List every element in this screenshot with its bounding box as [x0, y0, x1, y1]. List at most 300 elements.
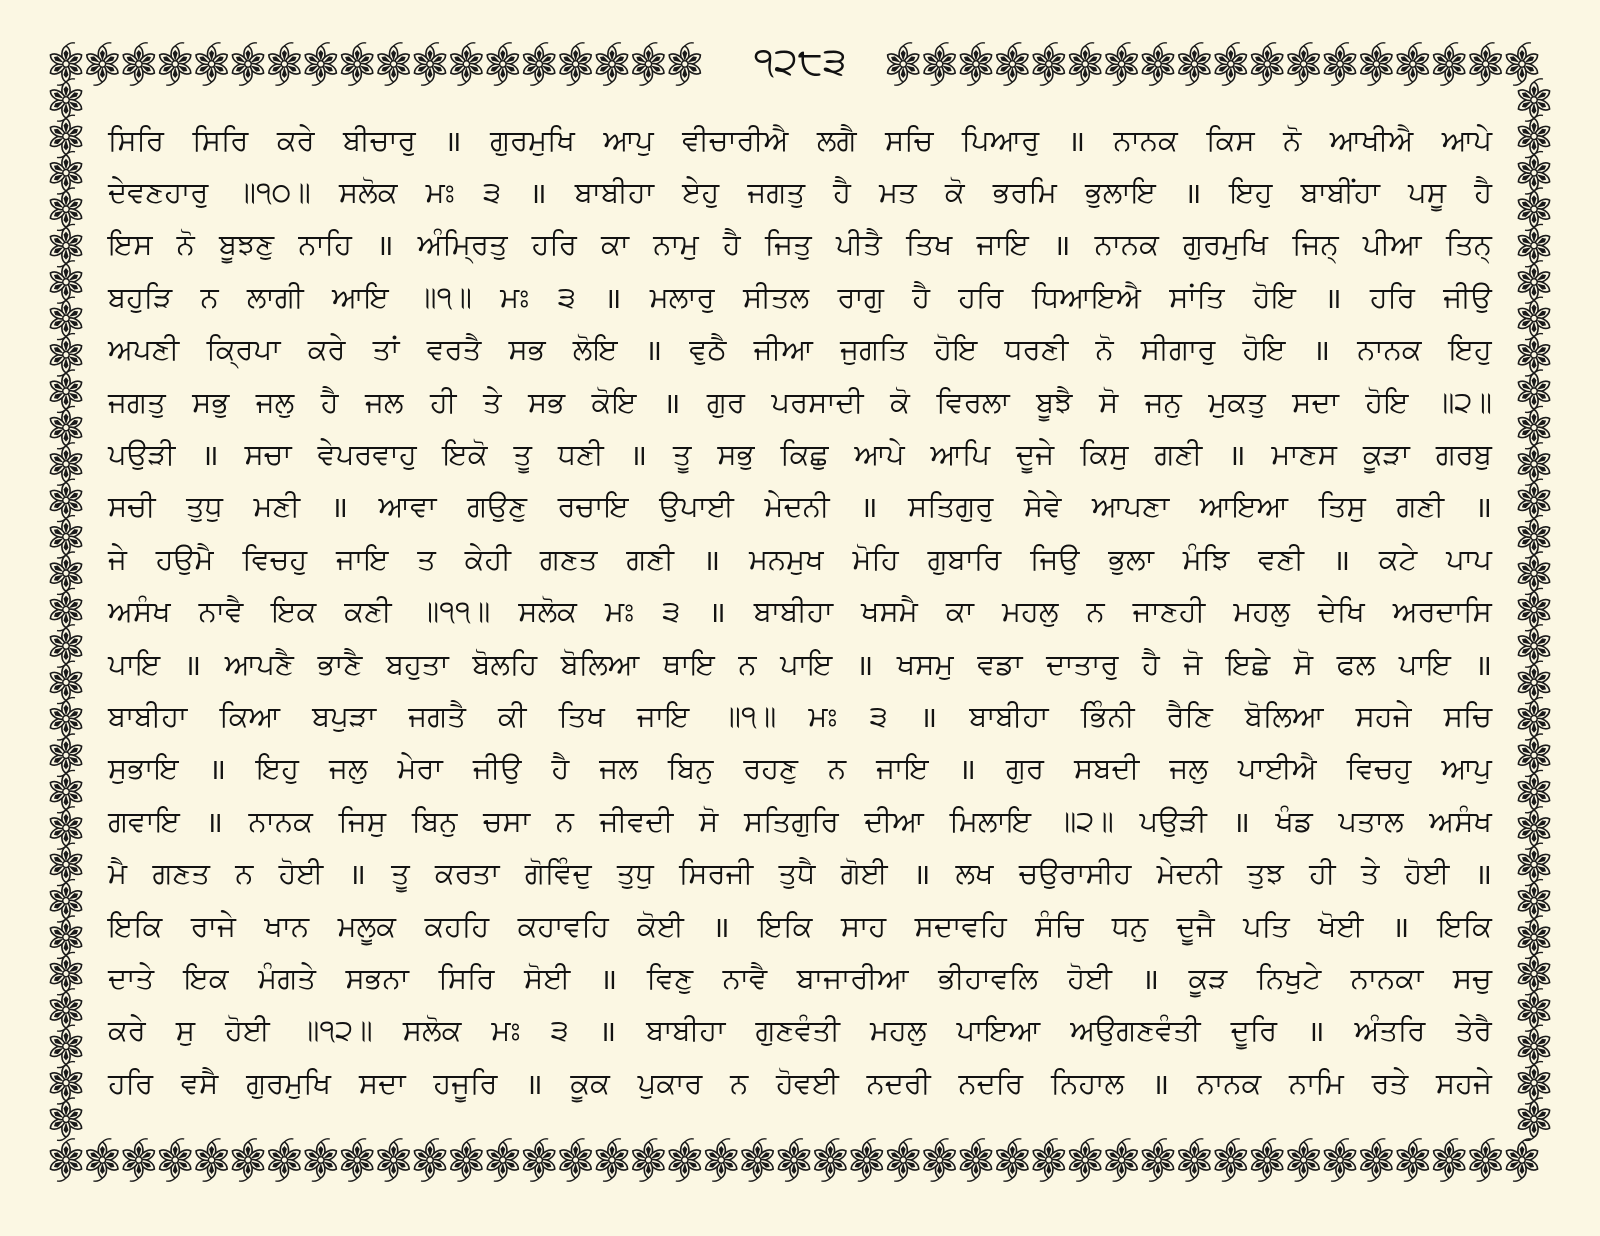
text-word: ਸਲੋਕ [338, 175, 398, 210]
text-word: ਗੋਵਿੰਦੁ [524, 856, 592, 891]
text-word: ਹੈ [320, 384, 339, 419]
flower-ornament-icon [558, 43, 593, 85]
flower-ornament-icon [1322, 1139, 1357, 1181]
flower-ornament-icon [958, 1139, 993, 1181]
text-word: ਸੋਈ [524, 960, 571, 995]
text-word: ਜਾਇ [336, 541, 389, 576]
text-word: ਜਗਤੈ [408, 698, 466, 733]
flower-ornament-icon [412, 1139, 447, 1181]
text-word: ਸੰਚਿ [1035, 908, 1084, 943]
flower-ornament-icon [995, 43, 1030, 85]
text-word: ਦੂਰਿ [1230, 1013, 1278, 1048]
text-word: ਸਲੋਕ [402, 1013, 462, 1048]
flower-ornament-icon [1213, 1139, 1248, 1181]
text-word: ਆਪੇ [854, 437, 905, 472]
text-word: ਕਣੀ [344, 594, 392, 629]
page-number: ੧੨੮੩ [730, 36, 870, 86]
text-word: ਕਾ [945, 594, 974, 629]
text-word: ਗਣਤ [539, 541, 598, 576]
text-word: ਸਿਰਿ [192, 122, 249, 157]
text-word: ਆਇਆ [1199, 489, 1289, 524]
text-word: ਸਾਂਤਿ [1169, 279, 1225, 314]
text-word: ॥ [1307, 1014, 1325, 1049]
text-word: ਕਾ [600, 227, 630, 262]
flower-ornament-icon [48, 115, 83, 157]
text-word: ਰਚਾਇ [557, 489, 629, 524]
text-word: ਸਿਰਿ [438, 960, 495, 995]
text-word: ਗਣੀ [1154, 437, 1203, 472]
flower-ornament-icon [1516, 770, 1551, 812]
text-word: ਗੁਰ [1005, 751, 1045, 786]
text-word: ਅਸੰਖ [1429, 803, 1492, 838]
text-word: ਕੋ [944, 175, 965, 210]
text-word: ਨੋ [1283, 122, 1302, 157]
flower-ornament-icon [1359, 43, 1394, 85]
text-word: ਰਤੇ [1371, 1065, 1409, 1100]
text-word: ਜੀਆ [753, 332, 813, 367]
text-word: ਹੋਇ [1242, 332, 1286, 367]
flower-ornament-icon [667, 43, 702, 85]
flower-ornament-icon [1322, 43, 1357, 85]
flower-ornament-icon [1516, 989, 1551, 1031]
text-word: ਬਾਬੀਹਾ [969, 698, 1049, 733]
text-word: ੩ [869, 698, 888, 733]
text-word: ਆਪੁ [603, 122, 654, 157]
text-word: ਲਗੈ [816, 122, 857, 157]
text-word: ਮਹਲੁ [1233, 594, 1290, 629]
text-word: ਗੁਰਮੁਖਿ [246, 1065, 332, 1100]
flower-ornament-icon [1516, 443, 1551, 485]
flower-ornament-icon [1516, 1098, 1551, 1140]
text-word: ਸਦਾ [358, 1065, 406, 1100]
text-word: ॥ [912, 857, 931, 892]
text-word: ਸਚੀ [108, 489, 156, 524]
text-word: ਤੁਧੁ [186, 489, 223, 524]
text-word: ਹਰਿ [1369, 279, 1415, 314]
text-word: ਹਰਿ [108, 1065, 154, 1100]
text-word: ਇਛੇ [1225, 646, 1271, 681]
text-word: ਜਲ [599, 751, 638, 786]
text-word: ਕੂੜ [1188, 960, 1228, 995]
text-word: ਖਸਮੁ [896, 646, 954, 681]
text-word: ਵੀਚਾਰੀਐ [682, 122, 789, 157]
text-word: ਸਿਰਿ [108, 122, 164, 157]
flower-ornament-icon [1516, 516, 1551, 558]
text-word: ਨ [738, 646, 757, 681]
flower-ornament-icon [48, 479, 83, 521]
text-word: ਨਾਨਕ [1357, 332, 1422, 367]
flower-ornament-icon [1516, 916, 1551, 958]
text-word: ਵਿਚਹੁ [1346, 751, 1412, 786]
text-word: ਕੋਇ [591, 384, 637, 419]
text-word: ਲਾਗੀ [246, 279, 304, 314]
flower-ornament-icon [1432, 1139, 1467, 1181]
text-word: ਗੁਰਮੁਖਿ [489, 122, 575, 157]
text-word: ਇਕਿ [758, 908, 813, 943]
text-word: ਨਾਮਿ [1289, 1065, 1344, 1100]
flower-ornament-icon [267, 43, 302, 85]
text-word: ਸਹਜੇ [1435, 1065, 1492, 1100]
text-line [108, 1057, 1492, 1109]
flower-ornament-icon [48, 1062, 83, 1104]
text-word: ॥੧੦॥ [236, 175, 311, 210]
flower-ornament-icon [1432, 43, 1467, 85]
flower-ornament-icon [48, 334, 83, 376]
flower-ornament-icon [1516, 79, 1551, 121]
flower-ornament-icon [1516, 370, 1551, 412]
flower-ornament-icon [1068, 43, 1103, 85]
text-word: ਗਉਣੁ [467, 489, 528, 524]
text-word: ਮੰਗਤੇ [258, 960, 316, 995]
text-word: ਬੂਝੈ [1036, 384, 1073, 419]
flower-ornament-icon [1395, 43, 1430, 85]
text-word: ਜਾਇ [636, 698, 690, 733]
text-word: ॥ [662, 385, 681, 420]
text-word: ਹੀ [1309, 856, 1336, 891]
text-word: ਸਭੁ [717, 437, 755, 472]
text-line [108, 743, 1492, 795]
flower-ornament-icon [485, 1139, 520, 1181]
text-line [108, 324, 1492, 376]
text-word: ਦੇਵਣਹਾਰੁ [108, 175, 209, 210]
text-word: ਗੁਰਮੁਖਿ [1183, 227, 1269, 262]
text-word: ਵਰਤੈ [426, 332, 482, 367]
text-word: ਇਕ [271, 594, 317, 629]
text-word: ਉਪਾਈ [659, 489, 734, 524]
flower-ornament-icon [1104, 1139, 1139, 1181]
flower-ornament-icon [922, 1139, 957, 1181]
flower-ornament-icon [158, 1139, 193, 1181]
text-word: ਦੇਖਿ [1317, 594, 1365, 629]
text-word: ਹੈ [722, 227, 741, 262]
text-word: ਰਹਣੁ [743, 751, 798, 786]
text-word: ॥੧੨॥ [299, 1013, 373, 1048]
flower-ornament-icon [85, 1139, 120, 1181]
text-word: ਨ [730, 1065, 749, 1100]
text-word: ਜੁਗਤਿ [840, 332, 908, 367]
flower-ornament-icon [1504, 43, 1539, 85]
text-word: ਜਾਇ [976, 227, 1029, 262]
text-word: ਪੀਤੈ [835, 227, 882, 262]
text-word: ਲੋਇ [572, 332, 618, 367]
text-word: ਸਿਰਜੀ [678, 856, 754, 891]
text-line [108, 481, 1492, 533]
text-word: ॥੧॥ [721, 698, 777, 733]
flower-ornament-icon [230, 43, 265, 85]
text-word: ਤਿਨ੍ [1445, 227, 1492, 262]
flower-ornament-icon [1516, 625, 1551, 667]
text-word: ਹੋਵਈ [776, 1065, 839, 1100]
flower-ornament-icon [48, 188, 83, 230]
flower-ornament-icon [48, 79, 83, 121]
text-word: ਜਲੁ [328, 751, 368, 786]
flower-ornament-icon [303, 43, 338, 85]
text-word: ਹੋਈ [1067, 960, 1113, 995]
text-word: ਏਹੁ [682, 175, 720, 210]
text-word: ਸਭੁ [192, 384, 230, 419]
text-line [108, 114, 1492, 166]
flower-ornament-icon [1068, 1139, 1103, 1181]
flower-ornament-icon [1031, 1139, 1066, 1181]
text-word: ਸੀਗਾਰੁ [1140, 332, 1216, 367]
text-word: ਨਦਰਿ [958, 1065, 1024, 1100]
text-word: ਖਸਮੈ [861, 594, 918, 629]
text-line [108, 586, 1492, 638]
text-word: ਪਤਾਲ [1338, 803, 1404, 838]
text-word: ॥ [208, 752, 226, 787]
flower-ornament-icon [1177, 1139, 1212, 1181]
text-word: ਗਣੀ [1396, 489, 1445, 524]
flower-ornament-icon [1516, 734, 1551, 776]
text-word: ਨਿਹਾਲ [1050, 1065, 1125, 1100]
text-word: ਸਚੁ [1452, 960, 1492, 995]
flower-ornament-icon [85, 43, 120, 85]
flower-ornament-icon [886, 1139, 921, 1181]
text-word: ਮੰਝਿ [1182, 541, 1230, 576]
text-word: ਮੋਹਿ [852, 541, 899, 576]
text-word: ਵਿਰਲਾ [936, 384, 1010, 419]
text-word: ਤਾਂ [372, 332, 400, 367]
text-word: ਗਣਤ [152, 856, 210, 891]
text-word: ਹੋਇ [1252, 279, 1296, 314]
text-word: ੩ [550, 1013, 569, 1048]
text-word: ਗਣੀ [626, 541, 674, 576]
text-word: ਸਹਜੇ [1355, 698, 1412, 733]
flower-ornament-icon [194, 43, 229, 85]
text-word: ਖਾਨ [264, 908, 310, 943]
text-word: ਨਾਨਕ [1113, 122, 1178, 157]
flower-ornament-icon [558, 1139, 593, 1181]
text-word: ॥ [525, 1066, 543, 1101]
text-word: ਜਾਇ [876, 751, 929, 786]
text-word: ਭੀਹਾਵਲਿ [938, 960, 1038, 995]
flower-ornament-icon [1177, 43, 1212, 85]
flower-ornament-icon [48, 1139, 83, 1181]
flower-ornament-icon [230, 1139, 265, 1181]
text-word: ਨਦਰੀ [866, 1065, 931, 1100]
text-word: ਪਾਈਐ [1237, 751, 1317, 786]
text-word: ਕਟੇ [1378, 541, 1418, 576]
text-word: ਤ [417, 541, 436, 576]
flower-ornament-icon [1516, 880, 1551, 922]
text-word: ਅੰਤਰਿ [1354, 1013, 1426, 1048]
text-word: ਜੇ [108, 541, 127, 576]
text-word: ਮੁਕਤੁ [1208, 384, 1266, 419]
flower-ornament-icon [1140, 43, 1175, 85]
text-word: ਗੋਈ [840, 856, 888, 891]
text-word: ਸਤਿਗੁਰੁ [908, 489, 994, 524]
text-word: ਮਨਮੁਖ [748, 541, 824, 576]
text-word: ਪੁਕਾਰ [637, 1065, 703, 1100]
flower-ornament-icon [1286, 1139, 1321, 1181]
text-word: ਕੋ [890, 384, 910, 419]
text-word: ਬੀਚਾਰੁ [343, 122, 416, 157]
text-word: ਇਹੁ [255, 751, 299, 786]
text-word: ਨ [555, 803, 574, 838]
flower-ornament-icon [48, 989, 83, 1031]
flower-ornament-icon [121, 1139, 156, 1181]
text-line [108, 376, 1492, 428]
text-word: ਤੁਝ [1247, 856, 1284, 891]
text-word: ਵਿਚਹੁ [242, 541, 308, 576]
flower-ornament-icon [376, 43, 411, 85]
text-word: ਨ [1086, 594, 1105, 629]
text-word: ਪਤਿ [1243, 908, 1290, 943]
text-word: ਰਾਗੁ [837, 279, 884, 314]
flower-ornament-icon [1516, 661, 1551, 703]
text-word: ਤੁਧੁ [616, 856, 654, 891]
text-word: ਜਿਉ [1030, 541, 1080, 576]
text-word: ਖੰਡ [1275, 803, 1313, 838]
text-word: ॥ [702, 542, 721, 577]
text-word: ਪਸੂ [1408, 175, 1447, 210]
flower-ornament-icon [1516, 1025, 1551, 1067]
text-line [108, 952, 1492, 1004]
text-word: ਭੁਲਾ [1108, 541, 1154, 576]
flower-ornament-icon [48, 1098, 83, 1140]
flower-ornament-icon [1031, 43, 1066, 85]
text-word: ਤੂ [672, 437, 692, 472]
text-word: ਸੇਵੇ [1023, 489, 1062, 524]
text-word: ॥ [598, 1014, 617, 1049]
text-word: ਲਖ [955, 856, 994, 891]
text-word: ॥ [444, 123, 462, 158]
text-word: ਭਿੰਨੀ [1080, 698, 1135, 733]
text-word: ਬੋਲਿਆ [1244, 698, 1324, 733]
flower-ornament-icon [267, 1139, 302, 1181]
text-word: ਨਾਵੈ [722, 960, 768, 995]
text-word: ॥੧੧॥ [419, 594, 491, 629]
text-word: ॥ [1332, 542, 1351, 577]
text-word: ਸੁ [175, 1013, 196, 1048]
text-word: ਬਾਬੀਹਾ [108, 698, 188, 733]
text-word: ਤੇ [1360, 856, 1380, 891]
flower-ornament-icon [340, 1139, 375, 1181]
text-word: ਜਲੁ [255, 384, 295, 419]
flower-ornament-icon [121, 43, 156, 85]
text-word: ਥਾਇ [662, 646, 715, 681]
text-word: ॥ [599, 961, 618, 996]
text-word: ਤਿਖ [905, 227, 953, 262]
text-word: ॥ [1324, 280, 1342, 315]
text-word: ਬਾਬੀਹਾ [574, 175, 655, 210]
text-word: ਪਉੜੀ [108, 437, 176, 472]
text-word: ਸੁਭਾਇ [108, 751, 179, 786]
text-word: ਇਕੋ [442, 437, 488, 472]
text-word: ਜਲੁ [1169, 751, 1208, 786]
text-word: ਖੋਈ [1318, 908, 1364, 943]
text-word: ਹਰਿ [531, 227, 577, 262]
text-word: ਪਾਇ [1398, 646, 1451, 681]
text-word: ਇਹੁ [1229, 175, 1273, 210]
text-word: ਆਪੇ [1441, 122, 1492, 157]
flower-ornament-icon [48, 552, 83, 594]
flower-ornament-icon [1516, 843, 1551, 885]
flower-ornament-icon [1516, 952, 1551, 994]
text-word: ॥ [1067, 123, 1086, 158]
text-word: ਮਲੂਕ [337, 908, 397, 943]
text-word: ਹੋਇ [1365, 384, 1409, 419]
text-word: ਹਰਿ [958, 279, 1004, 314]
text-line [108, 690, 1492, 742]
flower-ornament-icon [1250, 43, 1285, 85]
text-word: ਬੂਝਣੁ [218, 227, 275, 262]
flower-ornament-icon [1250, 1139, 1285, 1181]
text-word: ਬਾਬੀਂਹਾ [1300, 175, 1380, 210]
text-word: ਹੋਈ [1404, 856, 1450, 891]
flower-ornament-icon [813, 1139, 848, 1181]
text-word: ਤਿਸੁ [1318, 489, 1366, 524]
text-word: ਜਿਨ੍ [1292, 227, 1339, 262]
flower-ornament-icon [1516, 1062, 1551, 1104]
text-line [108, 795, 1492, 847]
flower-ornament-icon [1395, 1139, 1430, 1181]
text-word: ਕ੍ਰਿਪਾ [206, 332, 281, 367]
text-word: ॥ [205, 804, 223, 839]
text-word: ਗੁਬਾਰਿ [927, 541, 1002, 576]
flower-ornament-icon [1516, 152, 1551, 194]
text-word: ਮਃ [808, 698, 838, 733]
flower-ornament-icon [667, 1139, 702, 1181]
flower-ornament-icon [594, 1139, 629, 1181]
flower-ornament-icon [1516, 406, 1551, 448]
text-word: ਪਾਇ [780, 646, 833, 681]
text-word: ॥ [348, 857, 366, 892]
flower-ornament-icon [340, 43, 375, 85]
flower-ornament-icon [1516, 588, 1551, 630]
text-word: ਪਰਸਾਦੀ [771, 384, 864, 419]
text-word: ਹੈ [1474, 175, 1492, 210]
flower-ornament-icon [849, 1139, 884, 1181]
text-word: ਪਿਆਰੁ [961, 122, 1040, 157]
text-word: ॥ [1232, 804, 1250, 839]
text-word: ਆਪਣਾ [1091, 489, 1170, 524]
text-word: ਪਾਇਆ [956, 1013, 1041, 1048]
text-word: ਜਾਣਹੀ [1132, 594, 1206, 629]
text-word: ਕਿਸ [1206, 122, 1255, 157]
flower-ornament-icon [48, 916, 83, 958]
text-word: ਨਾਹਿ [298, 227, 352, 262]
text-word: ਸਦਾਵਹਿ [914, 908, 1007, 943]
text-word: ਪਉੜੀ [1139, 803, 1207, 838]
flower-ornament-icon [449, 43, 484, 85]
text-word: ਸਦਾ [1292, 384, 1339, 419]
text-word: ਵਸੈ [180, 1065, 219, 1100]
flower-ornament-icon [704, 1139, 739, 1181]
flower-ornament-icon [1504, 1139, 1539, 1181]
text-line [108, 428, 1492, 480]
text-word: ਜੋ [1183, 646, 1203, 681]
text-word: ਆਪਿ [930, 437, 991, 472]
text-word: ਨਾਨਕ [1094, 227, 1159, 262]
text-word: ਮਃ [500, 279, 530, 314]
text-word: ਜਿਤੁ [764, 227, 812, 262]
text-word: ॥੧॥ [417, 279, 472, 314]
flower-ornament-icon [449, 1139, 484, 1181]
text-word: ਸੋ [1098, 384, 1119, 419]
flower-ornament-icon [631, 43, 666, 85]
text-word: ਮਹਲੁ [869, 1013, 927, 1048]
text-word: ਸਭਨਾ [345, 960, 409, 995]
text-word: ਮੇਦਨੀ [1156, 856, 1222, 891]
text-word: ਅਰਦਾਸਿ [1392, 594, 1492, 629]
text-word: ਜਨੁ [1144, 384, 1182, 419]
flower-ornament-icon [1516, 188, 1551, 230]
text-word: ਹੋਈ [225, 1013, 270, 1048]
text-word: ॥ [1474, 490, 1492, 525]
text-word: ਹੈ [551, 751, 570, 786]
flower-ornament-icon [776, 1139, 811, 1181]
